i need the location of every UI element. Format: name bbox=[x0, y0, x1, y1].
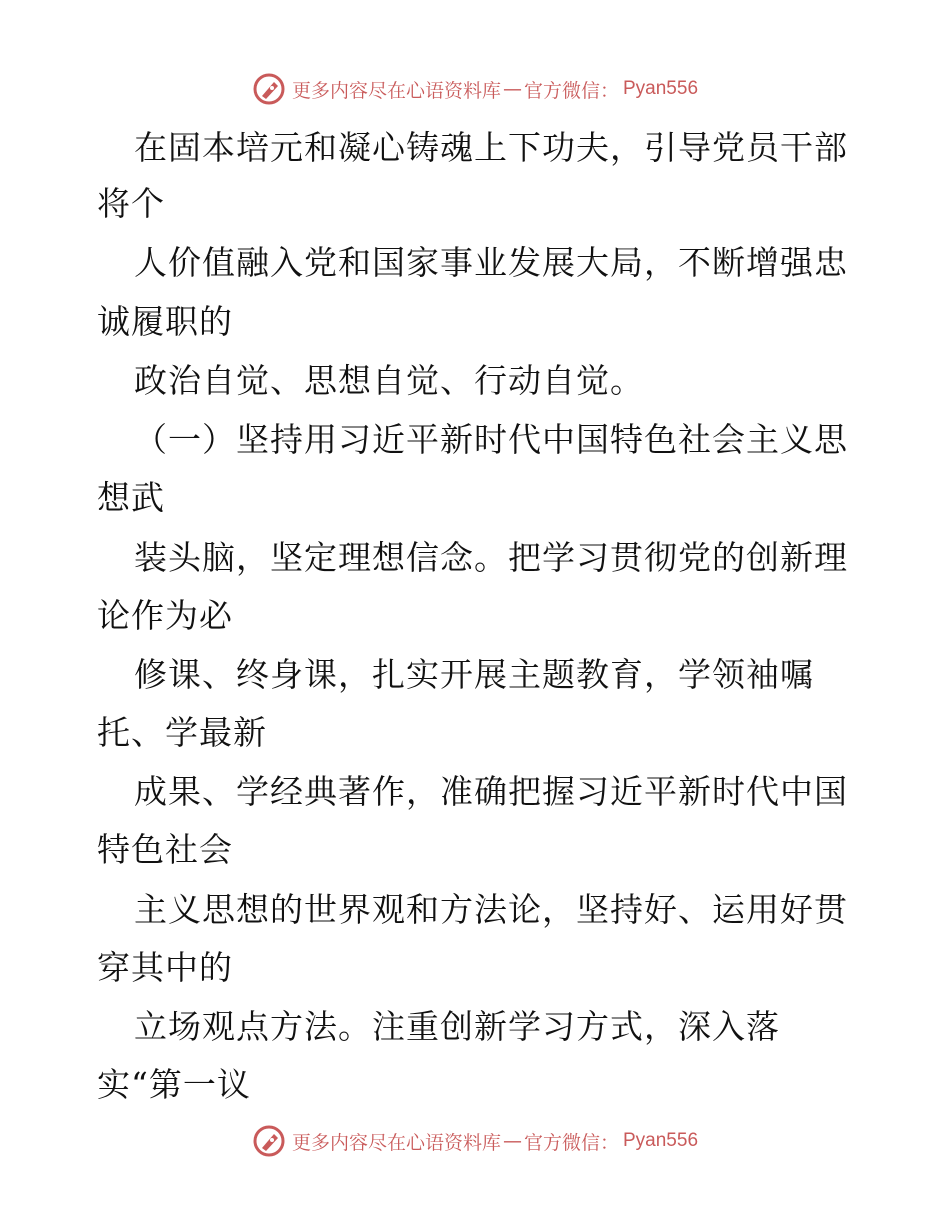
text-line: 诚履职的 bbox=[97, 302, 233, 341]
header-account: Pyan556 bbox=[623, 78, 699, 99]
footer-wechat-label: 官方微信： bbox=[523, 1131, 619, 1154]
text-line: 将个 bbox=[97, 184, 165, 223]
footer-watermark bbox=[0, 1124, 950, 1158]
pen-nib-logo-icon bbox=[252, 72, 286, 106]
header-dash: — bbox=[502, 78, 522, 100]
text-line: 装头脑，坚定理想信念。把学习贯彻党的创新理 bbox=[134, 538, 848, 577]
footer-account: Pyan556 bbox=[623, 1130, 699, 1151]
pen-nib-logo-icon bbox=[252, 1124, 286, 1158]
text-line: 政治自觉、思想自觉、行动自觉。 bbox=[134, 361, 644, 400]
text-line: 修课、终身课，扎实开展主题教育，学领袖嘱 bbox=[134, 655, 814, 694]
text-line: 成果、学经典著作，准确把握习近平新时代中国 bbox=[134, 772, 848, 811]
footer-brand-text: 更多内容尽在心语资料库 bbox=[291, 1131, 501, 1154]
text-line: 论作为必 bbox=[97, 596, 233, 635]
text-line: 穿其中的 bbox=[97, 948, 233, 987]
header-wechat-label: 官方微信： bbox=[523, 79, 619, 102]
text-line: 实“第一议 bbox=[97, 1065, 251, 1104]
text-line: （一）坚持用习近平新时代中国特色社会主义思 bbox=[134, 420, 848, 459]
text-line: 托、学最新 bbox=[97, 713, 267, 752]
header-watermark bbox=[0, 72, 950, 106]
text-line: 想武 bbox=[97, 478, 165, 517]
footer-dash: — bbox=[502, 1130, 522, 1152]
text-line: 立场观点方法。注重创新学习方式，深入落 bbox=[134, 1007, 780, 1046]
header-brand-text: 更多内容尽在心语资料库 bbox=[291, 79, 501, 102]
text-line: 特色社会 bbox=[97, 830, 233, 869]
text-line: 主义思想的世界观和方法论，坚持好、运用好贯 bbox=[134, 890, 848, 929]
text-line: 在固本培元和凝心铸魂上下功夫，引导党员干部 bbox=[134, 128, 848, 167]
text-line: 人价值融入党和国家事业发展大局，不断增强忠 bbox=[134, 243, 848, 282]
